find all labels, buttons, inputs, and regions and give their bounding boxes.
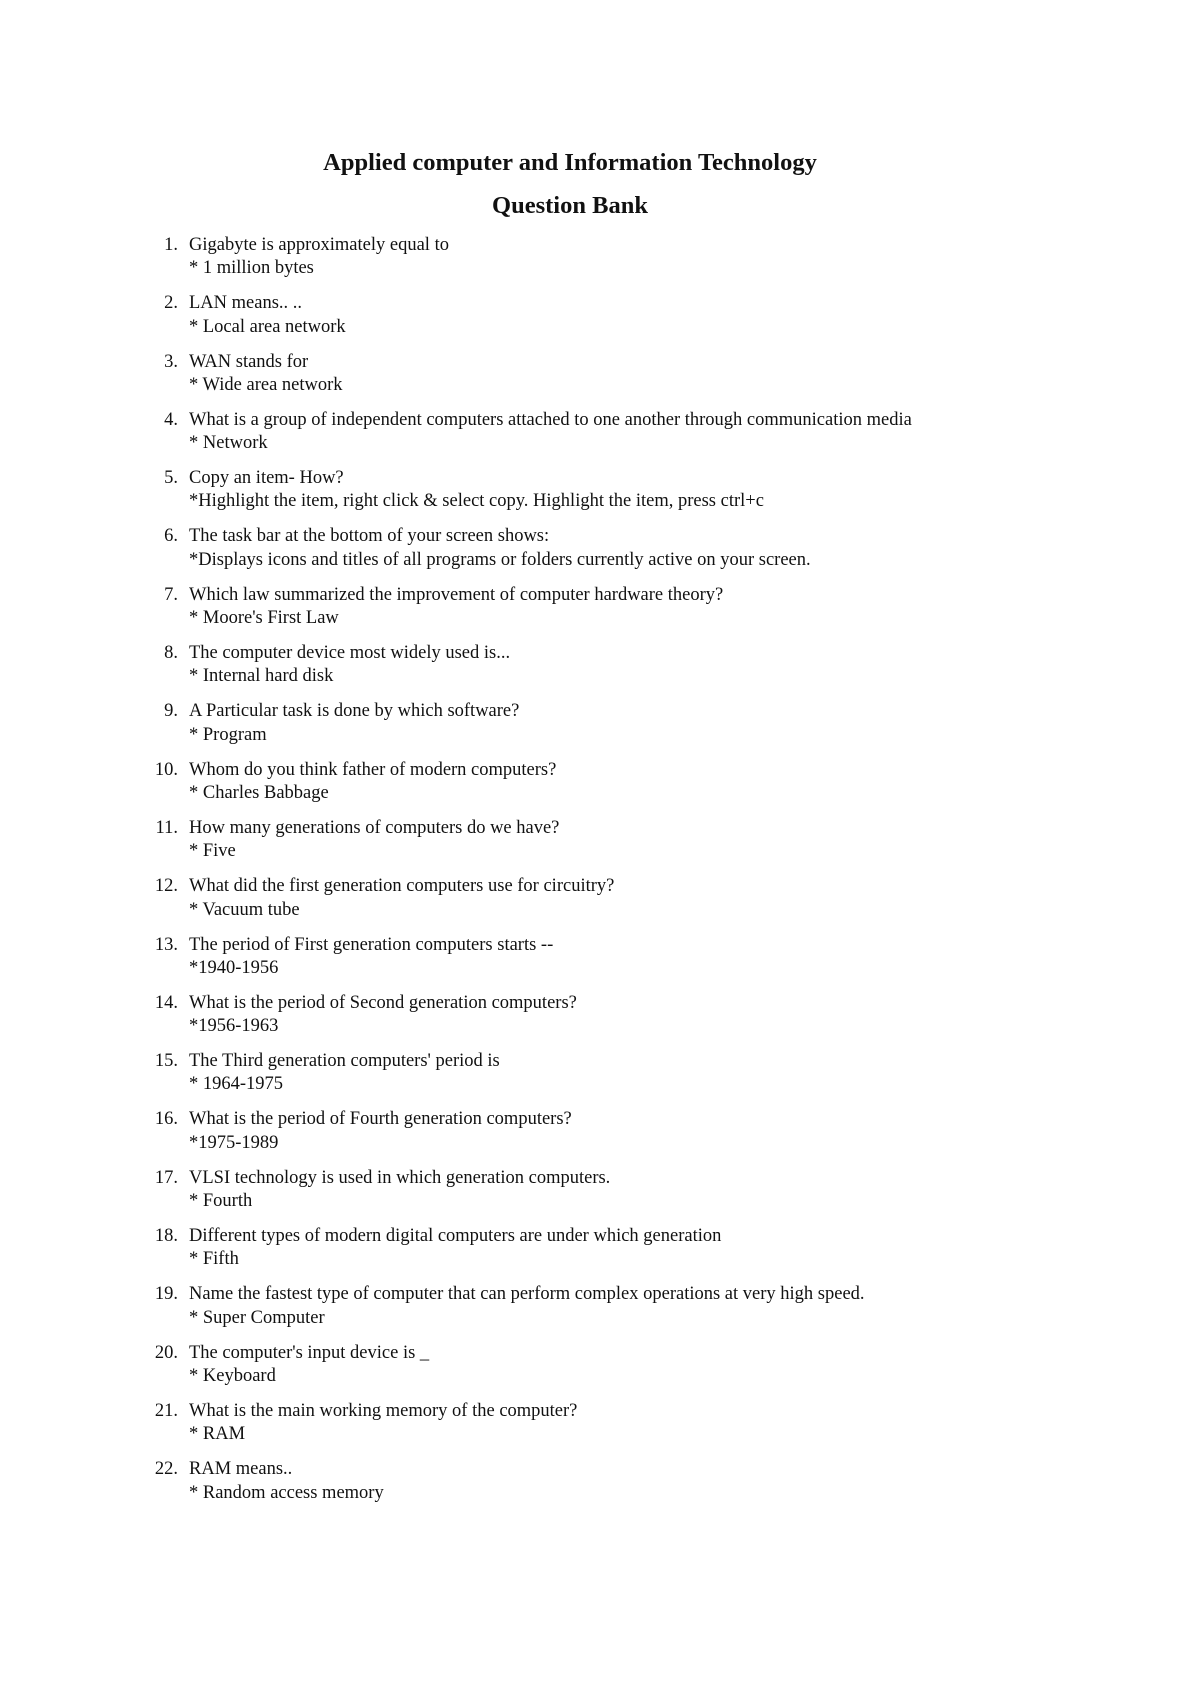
question-text: RAM means.. xyxy=(189,1459,293,1480)
question-item xyxy=(0,1108,1200,1166)
question-number: 15. xyxy=(154,1051,178,1072)
question-number: 20. xyxy=(154,1342,178,1363)
answer-text: *Displays icons and titles of all programs or folders currently active on your screen. xyxy=(189,549,811,570)
question-text: VLSI technology is used in which generation computers. xyxy=(189,1167,611,1188)
question-item xyxy=(0,351,1200,409)
question-number: 4. xyxy=(164,409,178,430)
question-number: 11. xyxy=(155,817,178,838)
answer-text: * RAM xyxy=(189,1424,246,1445)
question-item xyxy=(0,1283,1200,1341)
question-number: 6. xyxy=(164,526,178,547)
question-item xyxy=(0,875,1200,933)
question-text: The task bar at the bottom of your screen shows: xyxy=(189,526,550,547)
answer-text: * Fourth xyxy=(189,1191,253,1212)
document-title: Applied computer and Information Technology xyxy=(323,149,817,176)
answer-text: * Five xyxy=(189,841,236,862)
question-item xyxy=(0,992,1200,1050)
question-item xyxy=(0,1167,1200,1225)
question-text: What is the main working memory of the computer? xyxy=(189,1400,578,1421)
question-text: Different types of modern digital computers are under which generation xyxy=(189,1226,722,1247)
question-number: 5. xyxy=(164,468,178,489)
question-text: The computer's input device is _ xyxy=(189,1342,430,1363)
question-number: 7. xyxy=(164,584,178,605)
question-text: The Third generation computers' period is xyxy=(189,1051,500,1072)
question-text: The period of First generation computers starts -- xyxy=(189,934,554,955)
question-text: What is the period of Second generation computers? xyxy=(189,992,577,1013)
question-text: LAN means.. .. xyxy=(189,293,303,314)
question-text: The computer device most widely used is... xyxy=(189,643,511,664)
answer-text: * Wide area network xyxy=(189,374,343,395)
answer-text: * Vacuum tube xyxy=(189,899,300,920)
question-text: What is the period of Fourth generation computers? xyxy=(189,1109,572,1130)
question-text: Which law summarized the improvement of computer hardware theory? xyxy=(189,584,724,605)
question-text: What is a group of independent computers attached to one another through communication media xyxy=(189,409,912,430)
question-number: 3. xyxy=(164,351,178,372)
question-item xyxy=(0,234,1200,292)
question-item xyxy=(0,584,1200,642)
question-item xyxy=(0,1342,1200,1400)
question-item xyxy=(0,292,1200,350)
question-number: 19. xyxy=(154,1284,178,1305)
question-number: 2. xyxy=(164,293,178,314)
question-text: Whom do you think father of modern computers? xyxy=(189,759,557,780)
question-number: 16. xyxy=(154,1109,178,1130)
question-text: Gigabyte is approximately equal to xyxy=(189,235,449,255)
question-number: 12. xyxy=(154,876,178,897)
answer-text: * Super Computer xyxy=(189,1307,325,1328)
question-item xyxy=(0,1400,1200,1458)
question-item xyxy=(0,409,1200,467)
answer-text: * Keyboard xyxy=(189,1365,276,1386)
question-item xyxy=(0,700,1200,758)
question-item xyxy=(0,934,1200,992)
answer-text: * Fifth xyxy=(189,1249,239,1270)
question-item xyxy=(0,817,1200,875)
answer-text: * Internal hard disk xyxy=(189,666,334,687)
question-number: 14. xyxy=(154,992,178,1013)
question-item xyxy=(0,467,1200,525)
answer-text: *1940-1956 xyxy=(189,957,279,978)
question-item xyxy=(0,642,1200,700)
question-number: 21. xyxy=(154,1400,178,1421)
question-number: 1. xyxy=(164,235,178,255)
answer-text: * 1964-1975 xyxy=(189,1074,284,1095)
question-text: How many generations of computers do we have? xyxy=(189,817,560,838)
answer-text: * Network xyxy=(189,433,268,454)
answer-text: * Random access memory xyxy=(189,1482,384,1503)
document-subtitle: Question Bank xyxy=(492,192,648,219)
question-text: Copy an item- How? xyxy=(189,468,344,489)
answer-text: * Program xyxy=(189,724,267,745)
question-number: 13. xyxy=(154,934,178,955)
question-text: Name the fastest type of computer that can perform complex operations at very high speed. xyxy=(189,1284,865,1305)
question-text: What did the first generation computers use for circuitry? xyxy=(189,876,615,897)
question-number: 10. xyxy=(154,759,178,780)
answer-text: *1975-1989 xyxy=(189,1132,279,1153)
question-text: A Particular task is done by which software? xyxy=(189,701,520,722)
question-text: WAN stands for xyxy=(189,351,309,372)
answer-text: * Charles Babbage xyxy=(189,782,329,803)
question-item xyxy=(0,759,1200,817)
question-number: 22. xyxy=(154,1459,178,1480)
question-item xyxy=(0,1050,1200,1108)
answer-text: *Highlight the item, right click & select copy. Highlight the item, press ctrl+c xyxy=(189,491,764,512)
question-list xyxy=(0,234,1200,1517)
question-number: 9. xyxy=(164,701,178,722)
question-item xyxy=(0,1458,1200,1516)
question-number: 8. xyxy=(164,643,178,664)
answer-text: * Moore's First Law xyxy=(189,608,339,629)
question-item xyxy=(0,525,1200,583)
answer-text: * Local area network xyxy=(189,316,346,337)
answer-text: * 1 million bytes xyxy=(189,258,314,279)
question-number: 17. xyxy=(154,1167,178,1188)
question-number: 18. xyxy=(154,1226,178,1247)
question-item xyxy=(0,1225,1200,1283)
answer-text: *1956-1963 xyxy=(189,1016,279,1037)
